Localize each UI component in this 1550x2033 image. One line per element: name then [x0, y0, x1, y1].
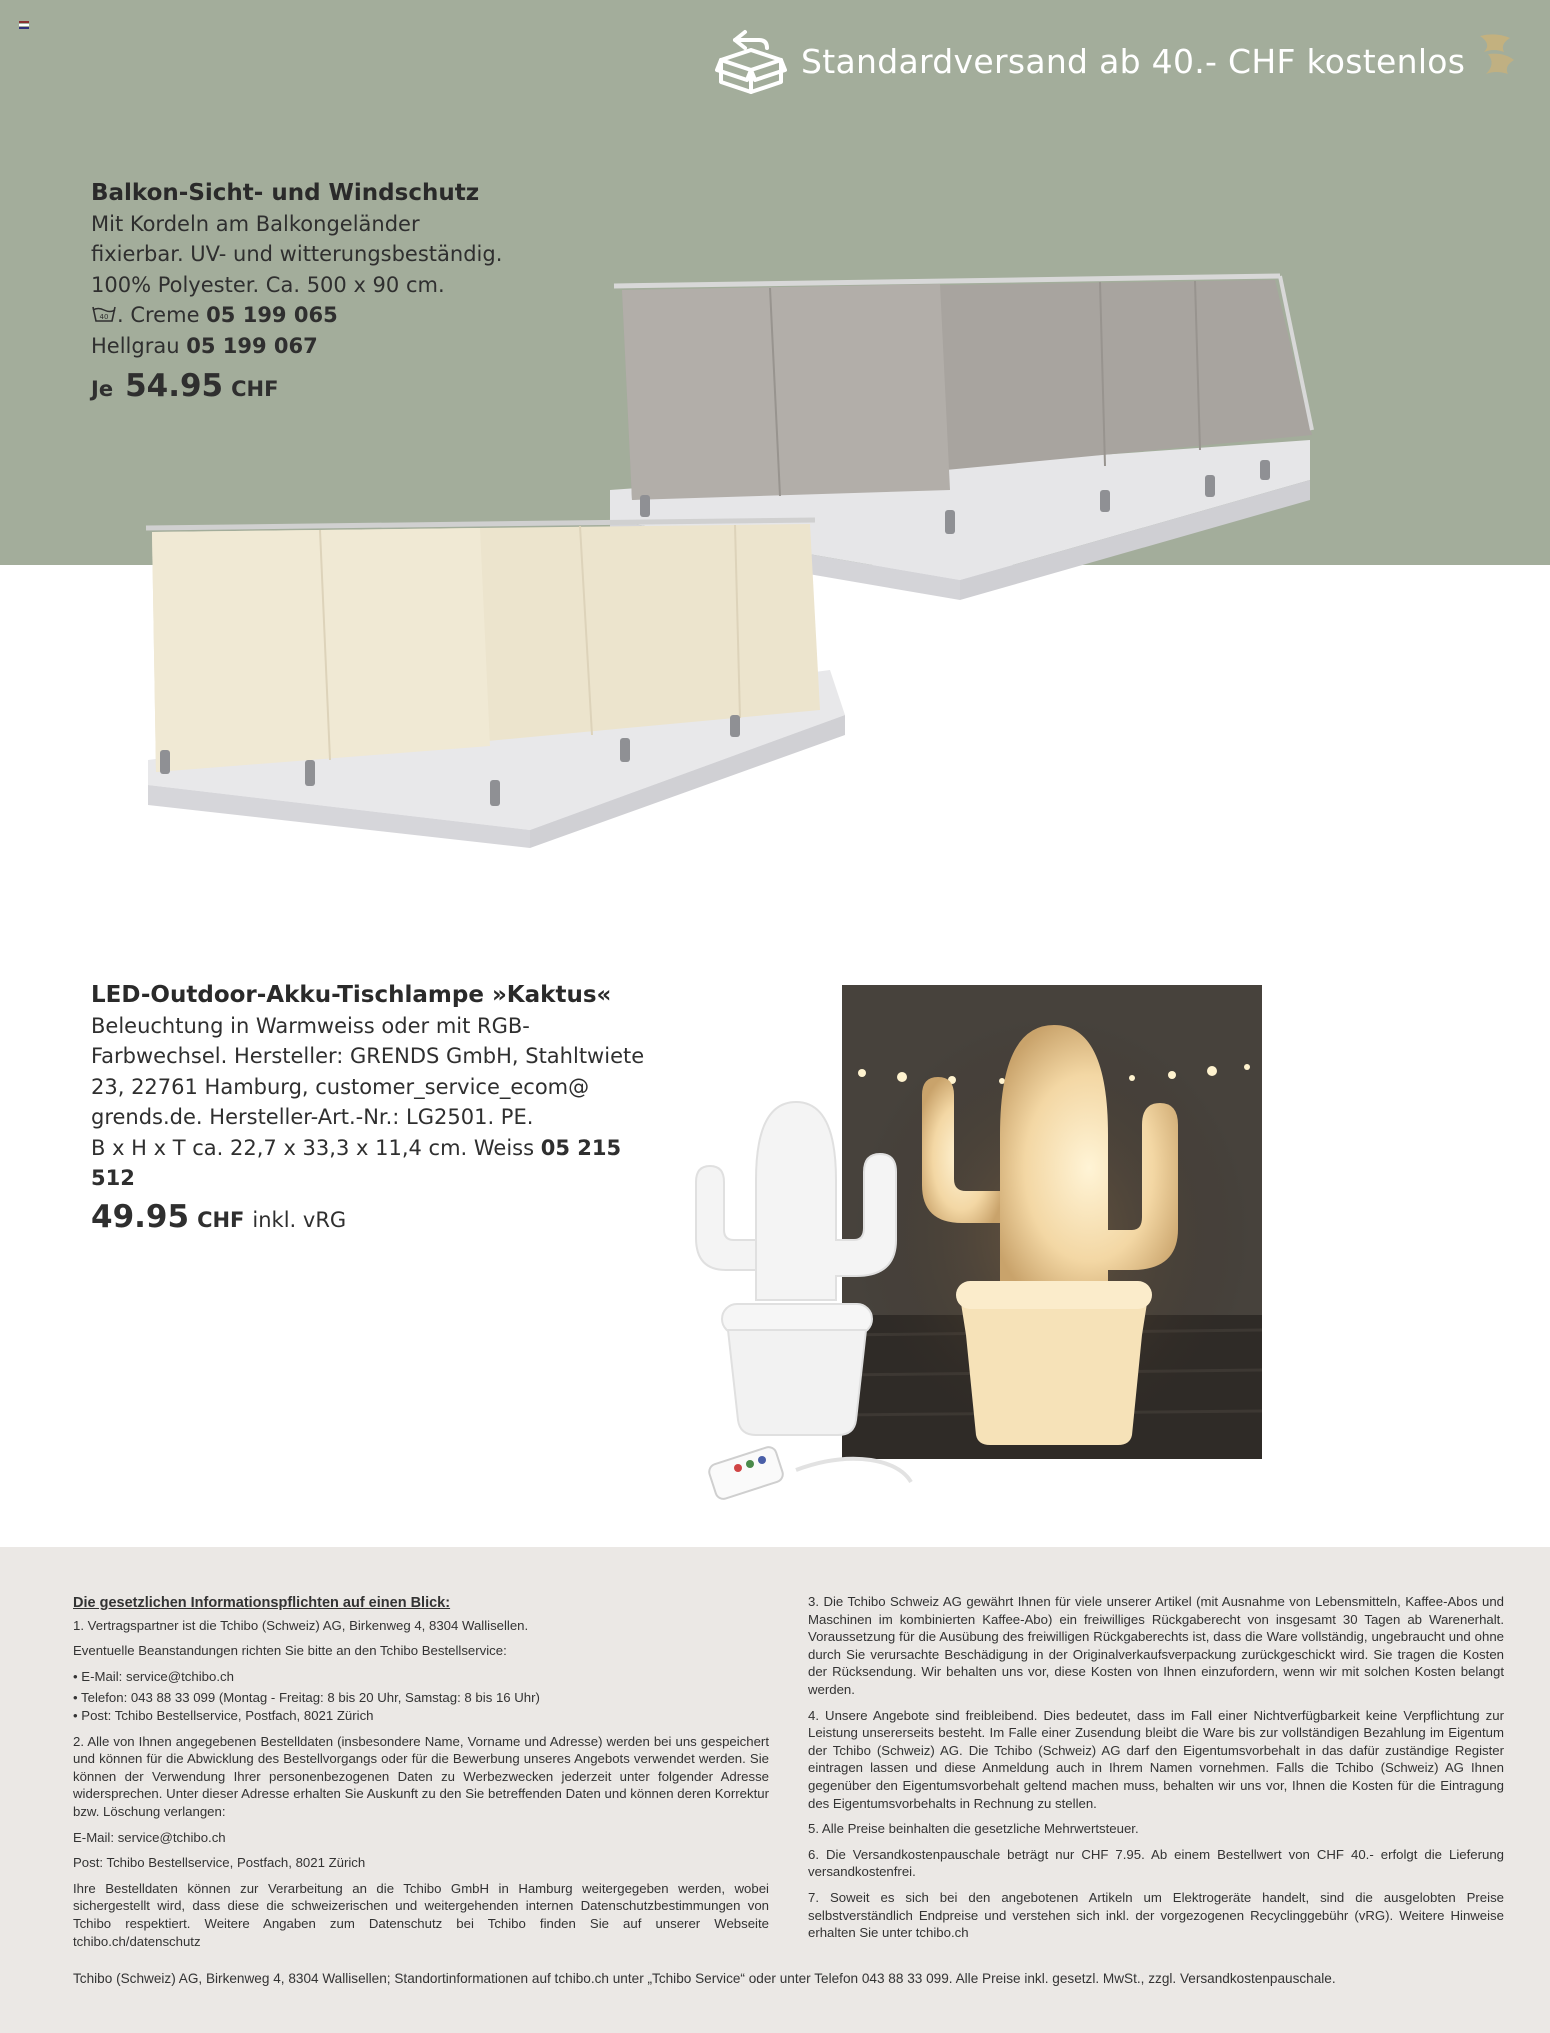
wash-40-icon: [91, 304, 117, 324]
price-suffix: inkl. vRG: [252, 1207, 347, 1232]
size-text: B x H x T ca. 22,7 x 33,3 x 11,4 cm. Weiss: [91, 1135, 535, 1160]
product-desc-line: 23, 22761 Hamburg, customer_service_ecom@: [91, 1074, 590, 1099]
legal-paragraph: 1. Vertragspartner ist die Tchibo (Schweiz) AG, Birkenweg 4, 8304 Wallisellen.: [73, 1617, 529, 1633]
size-line: [91, 1133, 651, 1194]
legal-paragraph: • E-Mail: service@tchibo.ch: [73, 1668, 234, 1684]
price-value: 49.95: [91, 1198, 190, 1235]
product-desc-line: Beleuchtung in Warmweiss oder mit RGB-: [91, 1013, 530, 1038]
remote-control: [707, 1445, 785, 1501]
wash-temp-label: 40: [99, 313, 109, 321]
price-prefix: Je: [91, 377, 114, 401]
shipping-banner: [715, 26, 1465, 96]
legal-paragraph: • Post: Tchibo Bestellservice, Postfach, 8021 Zürich: [73, 1707, 374, 1723]
legal-paragraph: 7. Soweit es sich bei den angebotenen Artikeln um Elektrogeräte handelt, sind die ausgelobten Preise selbstverständlich Endpreise und verstehen sich inkl. der vorgezogenen Recyclinggebühr (vRG). Weitere Hinweise erhalten Sie unter tchibo.ch: [808, 1889, 1504, 1941]
variant-line: [91, 331, 571, 362]
legal-paragraph: Post: Tchibo Bestellservice, Postfach, 8021 Zürich: [73, 1855, 366, 1871]
product-title: Balkon-Sicht- und Windschutz: [91, 180, 480, 206]
legal-column-left: [73, 1595, 769, 1958]
legal-column-right: [808, 1593, 1504, 1950]
variant-name: Hellgrau: [91, 333, 180, 358]
legal-bottom-line: Tchibo (Schweiz) AG, Birkenweg 4, 8304 Wallisellen; Standortinformationen auf tchibo.ch unter „Tchibo Service“ oder unter Telefon 043 88 33 099. Alle Preise inkl. gesetzl. MwSt., zzgl. Versandkostenpauschale.: [73, 1971, 1336, 1986]
product-cactus-lamp: [91, 980, 651, 1235]
cactus-lamp-white-image: [686, 1090, 926, 1510]
variant-line: [91, 300, 571, 331]
legal-heading: Die gesetzlichen Informationspflichten auf einen Blick:: [73, 1595, 451, 1611]
product-desc-line: 100% Polyester. Ca. 500 x 90 cm.: [91, 272, 445, 297]
balcony-screen-cream-image: [140, 510, 860, 850]
price-currency: CHF: [197, 1207, 245, 1232]
product-title: LED-Outdoor-Akku-Tischlampe »Kaktus«: [91, 982, 612, 1008]
price: [91, 368, 571, 405]
variant-name: . Creme: [117, 303, 200, 327]
product-desc-line: Mit Kordeln am Balkongeländer: [91, 211, 420, 236]
product-desc-line: Farbwechsel. Hersteller: GRENDS GmbH, Stahltwiete: [91, 1044, 645, 1068]
legal-paragraph: E-Mail: service@tchibo.ch: [73, 1829, 226, 1845]
price-value: 54.95: [125, 368, 224, 404]
legal-paragraph: • Telefon: 043 88 33 099 (Montag - Freitag: 8 bis 20 Uhr, Samstag: 8 bis 16 Uhr): [73, 1690, 540, 1706]
product-desc-line: fixierbar. UV- und witterungsbeständig.: [91, 242, 503, 266]
legal-paragraph: Eventuelle Beanstandungen richten Sie bitte an den Tchibo Bestellservice:: [73, 1643, 507, 1659]
legal-paragraph: 3. Die Tchibo Schweiz AG gewährt Ihnen für viele unserer Artikel (mit Ausnahme von Lebensmitteln, Kaffee-Abos und Maschinen im kombinierten Kaffee-Abo) ein freiwilliges Rückgaberecht von insgesamt 30 Tagen ab Warenerhalt. Voraussetzung für die Ausübung des freiwilligen Rückgaberechts ist, dass die Ware vollständig, ungebraucht und ohne durch Sie verursachte Beschädigung in der Originalverkaufsverpackung zurückgeschickt wird. Sie tragen die Kosten der Rücksendung. Wir behalten uns vor, diese Kosten von Ihnen einzufordern, wenn wir mit solchen Kosten belangt werden.: [808, 1594, 1504, 1697]
price: [91, 1198, 651, 1236]
legal-paragraph: 6. Die Versandkostenpauschale beträgt nur CHF 7.95. Ab einem Bestellwert von CHF 40.- erfolgt die Lieferung versandkostenfrei.: [808, 1846, 1504, 1880]
tchibo-logo-icon: [1470, 30, 1522, 80]
article-number: 05 199 067: [186, 333, 318, 358]
legal-paragraph: 2. Alle von Ihnen angegebenen Bestelldaten (insbesondere Name, Vorname und Adresse) werden bei uns gespeichert und können für die Abwicklung des Bestellvorgangs oder für die Bewerbung unseres Angebots verwendet werden. Sie können der Verwendung Ihrer personenbezogenen Daten zu Werbezwecken jederzeit unter folgender Adresse widersprechen. Unter dieser Adresse erhalten Sie Auskunft zu den Sie betreffenden Daten und können deren Korrektur bzw. Löschung verlangen:: [73, 1733, 769, 1819]
legal-footer: [0, 1547, 1550, 2033]
price-currency: CHF: [231, 377, 279, 401]
article-number: 05 199 065: [206, 303, 338, 327]
shipping-box-icon: [715, 26, 787, 96]
legal-paragraph: Ihre Bestelldaten können zur Verarbeitung an die Tchibo GmbH in Hamburg weitergegeben werden, wobei sichergestellt wird, dass diese die schweizerischen und weitergehenden internen Datenschutzbestimmungen von Tchibo respektiert. Weitere Angaben zum Datenschutz bei Tchibo finden Sie auf unserer Webseite tchibo.ch/datenschutz: [73, 1880, 769, 1949]
flag-icon: [19, 21, 29, 28]
legal-paragraph: 5. Alle Preise beinhalten die gesetzliche Mehrwertsteuer.: [808, 1821, 1139, 1837]
shipping-text: Standardversand ab 40.- CHF kostenlos: [801, 41, 1466, 81]
legal-paragraph: 4. Unsere Angebote sind freibleibend. Dies bedeutet, dass im Fall einer Nichtverfügbarkeit keine Verpflichtung zur Leistung unsererseits besteht. Im Falle einer Zusendung bleibt die Ware bis zur vollständigen Bezahlung im Eigentum der Tchibo (Schweiz) AG. Die Tchibo (Schweiz) AG darf den Eigentumsvorbehalt in das dafür zuständige Register eintragen lassen und diese Anmeldung auch in Ihrem Namen vornehmen. Falls die Tchibo (Schweiz) AG Ihnen gegenüber den Eigentumsvorbehalt geltend machen muss, behalten wir uns vor, Ihnen die Kosten für die Eintragung des Eigentumsvorbehalts in Rechnung zu stellen.: [808, 1707, 1504, 1811]
product-desc-line: grends.de. Hersteller-Art.-Nr.: LG2501. PE.: [91, 1105, 534, 1129]
product-balcony-screen: [91, 178, 571, 405]
article-number: 05 215 512: [91, 1135, 622, 1190]
